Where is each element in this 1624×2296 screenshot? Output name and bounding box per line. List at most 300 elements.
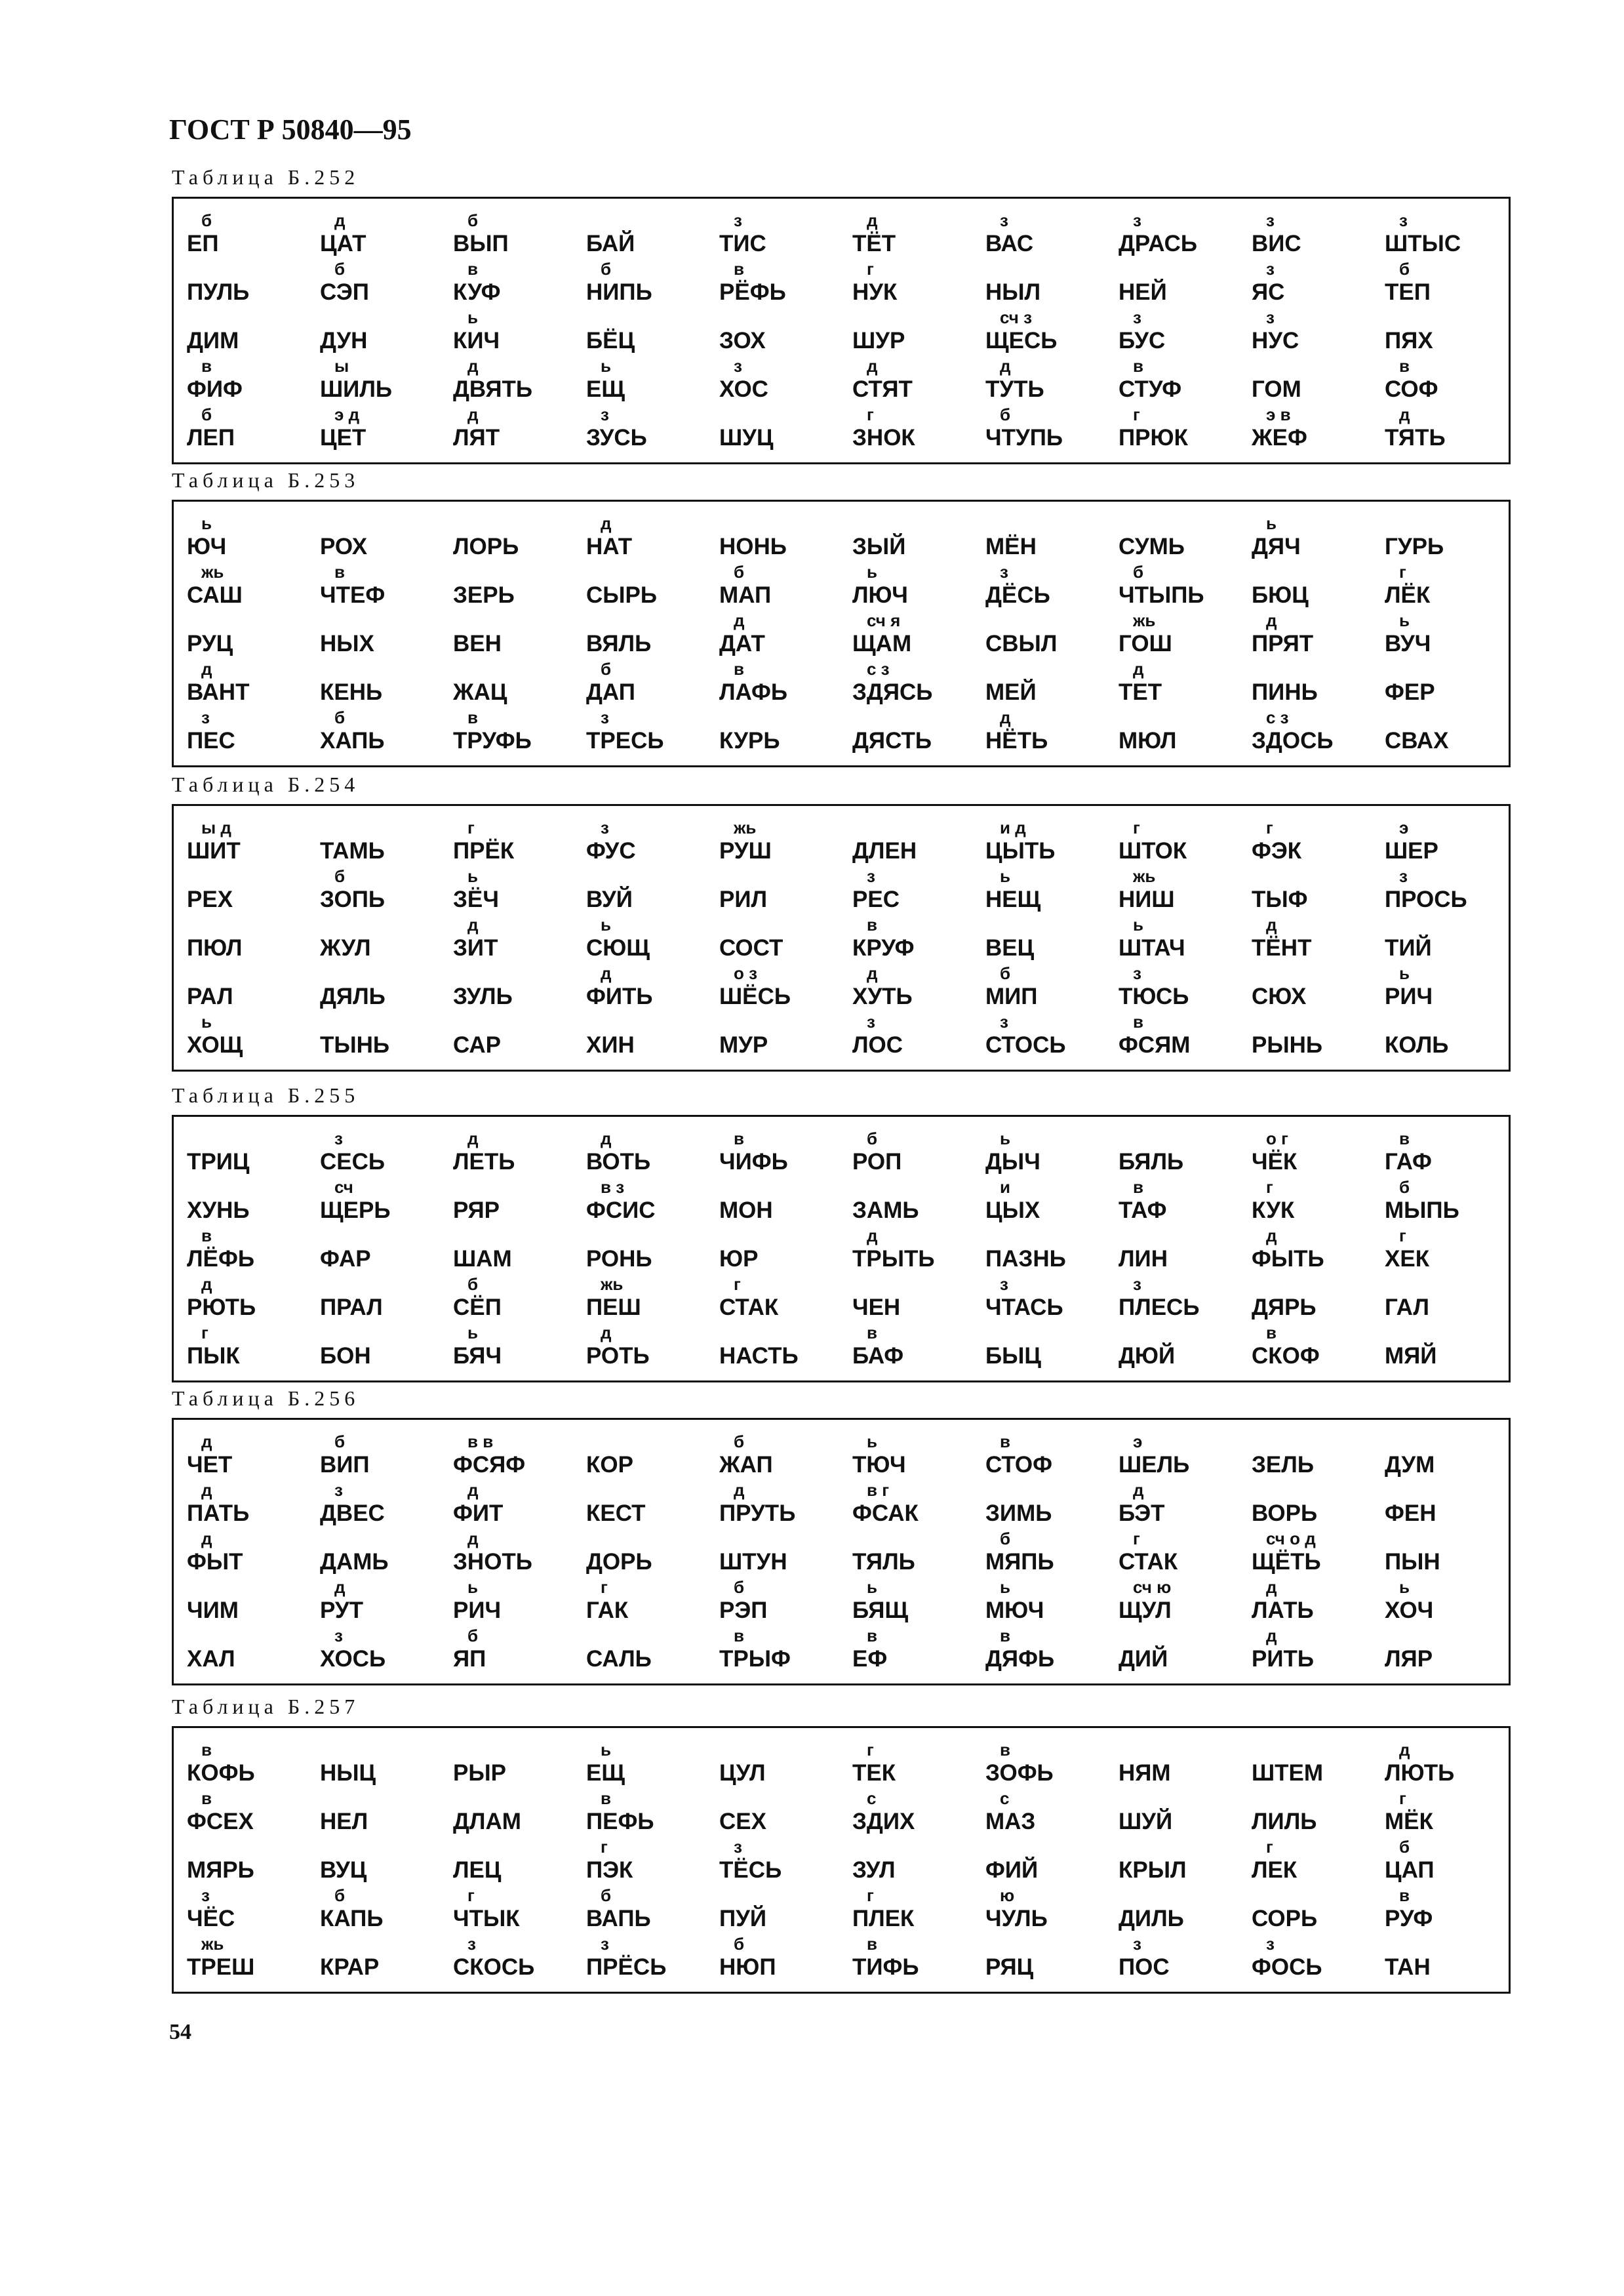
syllable-word: НЫХ xyxy=(320,631,374,656)
phonetic-mark xyxy=(1000,659,1131,679)
syllable-word: ПЮЛ xyxy=(187,935,243,961)
phonetic-mark: д xyxy=(201,1480,212,1500)
phonetic-mark: сч з xyxy=(1000,308,1033,327)
phonetic-mark: в xyxy=(867,1626,877,1645)
syllable-word: ФЭК xyxy=(1252,838,1302,864)
syllable-word: ТЕП xyxy=(1385,279,1431,305)
syllable-word: ВОТЬ xyxy=(586,1149,651,1175)
syllable-word: НУК xyxy=(852,279,898,305)
table-cell xyxy=(1115,1432,1246,1480)
table-cell xyxy=(981,1432,1113,1480)
syllable-word: ТРЕШ xyxy=(187,1954,255,1980)
phonetic-mark xyxy=(1399,1432,1530,1451)
table-row xyxy=(174,866,1509,915)
table-cell xyxy=(183,211,314,259)
syllable-word: СВАХ xyxy=(1385,728,1449,754)
table-cell xyxy=(715,963,846,1012)
phonetic-mark xyxy=(1266,866,1397,886)
syllable-word: СТАК xyxy=(719,1295,779,1320)
phonetic-mark xyxy=(1399,1012,1530,1032)
table-cell xyxy=(1115,1577,1246,1626)
table-cell xyxy=(715,1934,846,1983)
table-cell xyxy=(449,1226,580,1274)
table-cell xyxy=(449,308,580,356)
table-cell xyxy=(981,1837,1113,1885)
syllable-word: ЧИФЬ xyxy=(719,1149,788,1175)
table-row xyxy=(174,1177,1509,1226)
syllable-word: ПЛЕСЬ xyxy=(1119,1295,1200,1320)
table-cell xyxy=(715,308,846,356)
table-cell xyxy=(316,1323,447,1371)
syllable-word: ЩЁТЬ xyxy=(1252,1549,1321,1575)
phonetic-mark: д xyxy=(201,1432,212,1451)
table-cell xyxy=(449,1740,580,1788)
phonetic-mark xyxy=(1133,1885,1264,1905)
table-cell xyxy=(449,708,580,756)
table-cell xyxy=(848,562,980,611)
phonetic-mark xyxy=(601,211,732,230)
syllable-word: ГУРЬ xyxy=(1385,534,1444,559)
table-cell xyxy=(981,1740,1113,1788)
phonetic-mark xyxy=(1000,1934,1131,1954)
syllable-word: ХУНЬ xyxy=(187,1198,250,1223)
table-cell xyxy=(1115,259,1246,308)
phonetic-mark: ь xyxy=(467,866,478,886)
table-cell xyxy=(1381,1740,1512,1788)
table-cell xyxy=(1115,1323,1246,1371)
syllable-word: ХОЩ xyxy=(187,1032,243,1058)
phonetic-mark: д xyxy=(1000,356,1011,376)
phonetic-mark: д xyxy=(867,211,878,230)
table-cell xyxy=(981,1226,1113,1274)
phonetic-mark xyxy=(201,963,332,983)
syllable-word: ЦЫХ xyxy=(985,1198,1040,1223)
syllable-word: ДОРЬ xyxy=(586,1549,652,1575)
table-row xyxy=(174,708,1509,756)
phonetic-mark xyxy=(201,1177,332,1197)
phonetic-mark: в xyxy=(1000,1432,1010,1451)
table-cell xyxy=(1381,1226,1512,1274)
syllable-table xyxy=(172,500,1511,767)
table-cell xyxy=(1248,1529,1379,1577)
phonetic-mark: жь xyxy=(601,1274,624,1294)
phonetic-mark: з xyxy=(334,1626,343,1645)
table-cell xyxy=(848,1226,980,1274)
syllable-word: ЧЁС xyxy=(187,1906,235,1931)
syllable-word: ГАЛ xyxy=(1385,1295,1429,1320)
syllable-word: ПРОСЬ xyxy=(1385,887,1467,912)
phonetic-mark: в xyxy=(1399,1129,1410,1148)
syllable-word: ЗИМЬ xyxy=(985,1500,1052,1526)
table-cell xyxy=(715,1177,846,1226)
table-cell xyxy=(316,1529,447,1577)
phonetic-mark xyxy=(1000,259,1131,279)
syllable-word: РОТЬ xyxy=(586,1343,650,1369)
syllable-word: ЩЕРЬ xyxy=(320,1198,391,1223)
syllable-word: ФАР xyxy=(320,1246,371,1272)
phonetic-mark: в xyxy=(867,1323,877,1342)
table-cell xyxy=(449,1480,580,1529)
syllable-word: ТИЙ xyxy=(1385,935,1432,961)
table-row xyxy=(174,308,1509,356)
phonetic-mark: э д xyxy=(334,405,360,424)
table-cell xyxy=(848,1529,980,1577)
syllable-word: ЧТЫПЬ xyxy=(1119,582,1204,608)
syllable-word: ТИС xyxy=(719,231,766,256)
syllable-table xyxy=(172,1726,1511,1994)
syllable-word: ЛАТЬ xyxy=(1252,1598,1314,1623)
table-cell xyxy=(183,659,314,708)
syllable-word: МЁН xyxy=(985,534,1037,559)
syllable-word: ВАС xyxy=(985,231,1034,256)
syllable-word: КОФЬ xyxy=(187,1760,255,1786)
phonetic-mark: г xyxy=(601,1837,608,1857)
table-cell xyxy=(582,1012,713,1060)
syllable-word: ДРАСЬ xyxy=(1119,231,1198,256)
phonetic-mark xyxy=(734,1788,865,1808)
table-cell xyxy=(183,818,314,866)
syllable-word: САР xyxy=(453,1032,502,1058)
phonetic-mark: в xyxy=(201,1740,212,1760)
table-cell xyxy=(848,405,980,453)
syllable-word: ЖАЦ xyxy=(453,679,507,705)
phonetic-mark: д xyxy=(334,1577,346,1597)
table-cell xyxy=(1115,356,1246,405)
table-cell xyxy=(848,1129,980,1177)
table-cell xyxy=(582,562,713,611)
table-row xyxy=(174,611,1509,659)
phonetic-mark xyxy=(867,1837,998,1857)
syllable-word: ЦУЛ xyxy=(719,1760,766,1786)
syllable-word: ХЕК xyxy=(1385,1246,1430,1272)
phonetic-mark: г xyxy=(201,1323,208,1342)
phonetic-mark xyxy=(1133,1788,1264,1808)
table-cell xyxy=(981,562,1113,611)
syllable-word: ШТАЧ xyxy=(1119,935,1185,961)
phonetic-mark xyxy=(334,1788,465,1808)
phonetic-mark: с з xyxy=(1266,708,1289,727)
phonetic-mark: д xyxy=(201,1274,212,1294)
table-cell xyxy=(981,211,1113,259)
syllable-word: РОХ xyxy=(320,534,368,559)
phonetic-mark xyxy=(467,659,599,679)
phonetic-mark xyxy=(201,1577,332,1597)
table-cell xyxy=(715,514,846,562)
phonetic-mark xyxy=(467,611,599,630)
table-cell xyxy=(582,1626,713,1674)
syllable-word: ПРАЛ xyxy=(320,1295,383,1320)
phonetic-mark: з xyxy=(201,708,210,727)
syllable-word: ПОС xyxy=(1119,1954,1170,1980)
phonetic-mark: б xyxy=(1000,963,1011,983)
syllable-word: ЩУЛ xyxy=(1119,1598,1172,1623)
phonetic-mark xyxy=(201,1129,332,1148)
phonetic-mark xyxy=(867,514,998,533)
phonetic-mark: в xyxy=(1399,356,1410,376)
syllable-word: ЧЕТ xyxy=(187,1452,233,1478)
table-cell xyxy=(582,356,713,405)
syllable-word: ПЛЕК xyxy=(852,1906,915,1931)
table-cell xyxy=(715,1129,846,1177)
table-cell xyxy=(316,1129,447,1177)
table-cell xyxy=(1248,1129,1379,1177)
phonetic-mark xyxy=(334,915,465,935)
phonetic-mark xyxy=(1133,1129,1264,1148)
table-cell xyxy=(1115,405,1246,453)
table-cell xyxy=(316,1177,447,1226)
syllable-word: МАП xyxy=(719,582,772,608)
phonetic-mark: в xyxy=(1133,356,1143,376)
table-cell xyxy=(848,818,980,866)
syllable-word: ТУТЬ xyxy=(985,376,1044,402)
syllable-word: ФОСЬ xyxy=(1252,1954,1322,1980)
syllable-word: ПУЛЬ xyxy=(187,279,250,305)
phonetic-mark: з xyxy=(1399,866,1408,886)
syllable-word: ВЕЦ xyxy=(985,935,1035,961)
syllable-word: СТЯТ xyxy=(852,376,913,402)
syllable-word: ЗНОК xyxy=(852,425,915,451)
table-cell xyxy=(582,963,713,1012)
syllable-word: ВЫП xyxy=(453,231,509,256)
syllable-word: ДАТ xyxy=(719,631,765,656)
syllable-word: ШЕР xyxy=(1385,838,1438,864)
phonetic-mark: з xyxy=(1133,1934,1141,1954)
table-cell xyxy=(1248,1432,1379,1480)
table-cell xyxy=(316,1885,447,1934)
table-row xyxy=(174,1529,1509,1577)
phonetic-mark: з xyxy=(734,1837,742,1857)
table-cell xyxy=(183,1788,314,1837)
syllable-word: ПЫК xyxy=(187,1343,240,1369)
table-cell xyxy=(449,1432,580,1480)
phonetic-mark xyxy=(334,818,465,837)
syllable-word: ТИФЬ xyxy=(852,1954,919,1980)
syllable-word: РАЛ xyxy=(187,984,233,1009)
phonetic-mark xyxy=(601,866,732,886)
table-cell xyxy=(848,1788,980,1837)
phonetic-mark: з xyxy=(467,1934,476,1954)
syllable-word: БЯЛЬ xyxy=(1119,1149,1184,1175)
syllable-word: ТЁНТ xyxy=(1252,935,1312,961)
table-cell xyxy=(715,866,846,915)
syllable-word: РЭП xyxy=(719,1598,768,1623)
syllable-word: ВАНТ xyxy=(187,679,250,705)
syllable-word: ХУТЬ xyxy=(852,984,913,1009)
syllable-word: ФЫТЬ xyxy=(1252,1246,1324,1272)
phonetic-mark: б xyxy=(734,1432,745,1451)
table-caption: Таблица Б.252 xyxy=(172,165,360,189)
table-cell xyxy=(848,963,980,1012)
table-cell xyxy=(449,1177,580,1226)
syllable-word: ФИТ xyxy=(453,1500,504,1526)
table-cell xyxy=(316,659,447,708)
phonetic-mark xyxy=(734,1740,865,1760)
table-cell xyxy=(715,1529,846,1577)
phonetic-mark: б xyxy=(467,211,479,230)
phonetic-mark xyxy=(1133,1323,1264,1342)
syllable-word: ЗУЛЬ xyxy=(453,984,513,1009)
phonetic-mark: сч ю xyxy=(1133,1577,1172,1597)
syllable-word: ЗНОТЬ xyxy=(453,1549,532,1575)
syllable-word: МЫПЬ xyxy=(1385,1198,1459,1223)
table-cell xyxy=(449,866,580,915)
syllable-word: БЫЦ xyxy=(985,1343,1041,1369)
phonetic-mark: з xyxy=(1266,308,1275,327)
syllable-word: ДВЯТЬ xyxy=(453,376,533,402)
phonetic-mark: ь xyxy=(1399,1577,1410,1597)
syllable-word: ВИП xyxy=(320,1452,370,1478)
phonetic-mark: б xyxy=(734,562,745,582)
syllable-word: ПРЁК xyxy=(453,838,515,864)
table-cell xyxy=(183,1626,314,1674)
table-cell xyxy=(1248,1934,1379,1983)
syllable-word: ШТЕМ xyxy=(1252,1760,1324,1786)
table-cell xyxy=(582,405,713,453)
syllable-word: МИП xyxy=(985,984,1038,1009)
syllable-word: ЗДЯСЬ xyxy=(852,679,933,705)
syllable-word: ФЕР xyxy=(1385,679,1435,705)
syllable-word: ЧТУПЬ xyxy=(985,425,1063,451)
syllable-word: ПЯХ xyxy=(1385,328,1433,353)
syllable-word: СУМЬ xyxy=(1119,534,1185,559)
phonetic-mark xyxy=(734,1012,865,1032)
syllable-word: ВИС xyxy=(1252,231,1301,256)
table-cell xyxy=(1381,1323,1512,1371)
table-caption: Таблица Б.254 xyxy=(172,773,360,796)
table-cell xyxy=(1115,514,1246,562)
syllable-word: ЦЫТЬ xyxy=(985,838,1056,864)
syllable-word: ДЯРЬ xyxy=(1252,1295,1317,1320)
phonetic-mark: д xyxy=(201,1529,212,1548)
phonetic-mark: д xyxy=(601,514,612,533)
phonetic-mark: з xyxy=(1133,211,1141,230)
syllable-word: ДУН xyxy=(320,328,368,353)
phonetic-mark xyxy=(334,1274,465,1294)
phonetic-mark: с з xyxy=(867,659,890,679)
phonetic-mark: ь xyxy=(201,514,212,533)
syllable-word: ЕП xyxy=(187,231,219,256)
phonetic-mark xyxy=(601,1529,732,1548)
syllable-word: ДВЕС xyxy=(320,1500,385,1526)
table-cell xyxy=(1248,915,1379,963)
table-cell xyxy=(183,1177,314,1226)
table-cell xyxy=(1115,915,1246,963)
syllable-word: ТАФ xyxy=(1119,1198,1167,1223)
phonetic-mark: з xyxy=(601,708,609,727)
phonetic-mark: г xyxy=(1266,1177,1273,1197)
syllable-word: КУК xyxy=(1252,1198,1295,1223)
phonetic-mark: б xyxy=(601,659,612,679)
phonetic-mark: о г xyxy=(1266,1129,1288,1148)
phonetic-mark: з xyxy=(1000,1012,1008,1032)
syllable-table xyxy=(172,1115,1511,1382)
table-cell xyxy=(848,866,980,915)
phonetic-mark: в xyxy=(1133,1012,1143,1032)
syllable-word: ЗУСЬ xyxy=(586,425,647,451)
syllable-word: ЧУЛЬ xyxy=(985,1906,1048,1931)
table-row xyxy=(174,259,1509,308)
table-row xyxy=(174,1432,1509,1480)
phonetic-mark xyxy=(601,1012,732,1032)
phonetic-mark xyxy=(334,611,465,630)
syllable-word: МЯПЬ xyxy=(985,1549,1054,1575)
table-cell xyxy=(1115,211,1246,259)
table-cell xyxy=(449,514,580,562)
syllable-word: ГАФ xyxy=(1385,1149,1432,1175)
syllable-word: ТРИЦ xyxy=(187,1149,250,1175)
phonetic-mark: г xyxy=(467,1885,475,1905)
table-cell xyxy=(1115,1274,1246,1323)
syllable-word: СВЫЛ xyxy=(985,631,1058,656)
phonetic-mark xyxy=(1399,1274,1530,1294)
phonetic-mark xyxy=(734,405,865,424)
phonetic-mark: ь xyxy=(601,356,611,376)
syllable-word: МЯЙ xyxy=(1385,1343,1437,1369)
phonetic-mark xyxy=(734,708,865,727)
phonetic-mark xyxy=(734,1885,865,1905)
phonetic-mark: г xyxy=(601,1577,608,1597)
table-cell xyxy=(1381,1274,1512,1323)
syllable-word: ЛЕЦ xyxy=(453,1857,502,1883)
phonetic-mark: б xyxy=(467,1274,479,1294)
table-cell xyxy=(1115,866,1246,915)
syllable-word: ЧТЕФ xyxy=(320,582,386,608)
syllable-word: ХАЛ xyxy=(187,1646,235,1672)
phonetic-mark: д xyxy=(467,1480,479,1500)
table-row xyxy=(174,1226,1509,1274)
syllable-word: ПРУТЬ xyxy=(719,1500,796,1526)
phonetic-mark xyxy=(201,1626,332,1645)
syllable-word: ТЁСЬ xyxy=(719,1857,782,1883)
table-cell xyxy=(1115,818,1246,866)
table-cell xyxy=(582,1934,713,1983)
phonetic-mark: з xyxy=(734,356,742,376)
syllable-word: ЛИН xyxy=(1119,1246,1168,1272)
table-cell xyxy=(316,1012,447,1060)
syllable-word: САШ xyxy=(187,582,243,608)
syllable-word: СОСТ xyxy=(719,935,783,961)
phonetic-mark: в xyxy=(467,259,478,279)
table-cell xyxy=(848,1274,980,1323)
table-cell xyxy=(1248,1577,1379,1626)
phonetic-mark: ь xyxy=(601,1740,611,1760)
syllable-word: ВАПЬ xyxy=(586,1906,651,1931)
table-cell xyxy=(981,1788,1113,1837)
phonetic-mark: б xyxy=(334,1432,346,1451)
syllable-word: ЕЩ xyxy=(586,1760,625,1786)
syllable-word: ЖУЛ xyxy=(320,935,371,961)
phonetic-mark xyxy=(1399,1323,1530,1342)
table-cell xyxy=(316,866,447,915)
table-cell xyxy=(981,963,1113,1012)
table-cell xyxy=(715,1323,846,1371)
table-cell xyxy=(1248,1274,1379,1323)
table-cell xyxy=(848,211,980,259)
syllable-word: СОРЬ xyxy=(1252,1906,1318,1931)
syllable-word: РЕХ xyxy=(187,887,233,912)
syllable-word: СЕХ xyxy=(719,1809,766,1834)
table-cell xyxy=(582,1740,713,1788)
syllable-word: ЗОПЬ xyxy=(320,887,386,912)
syllable-word: ФСЕХ xyxy=(187,1809,254,1834)
syllable-word: РУФ xyxy=(1385,1906,1433,1931)
phonetic-mark: в xyxy=(334,562,345,582)
phonetic-mark: в xyxy=(734,1626,744,1645)
table-cell xyxy=(1381,1129,1512,1177)
syllable-word: САЛЬ xyxy=(586,1646,652,1672)
table-cell xyxy=(183,1274,314,1323)
phonetic-mark: б xyxy=(1399,259,1410,279)
